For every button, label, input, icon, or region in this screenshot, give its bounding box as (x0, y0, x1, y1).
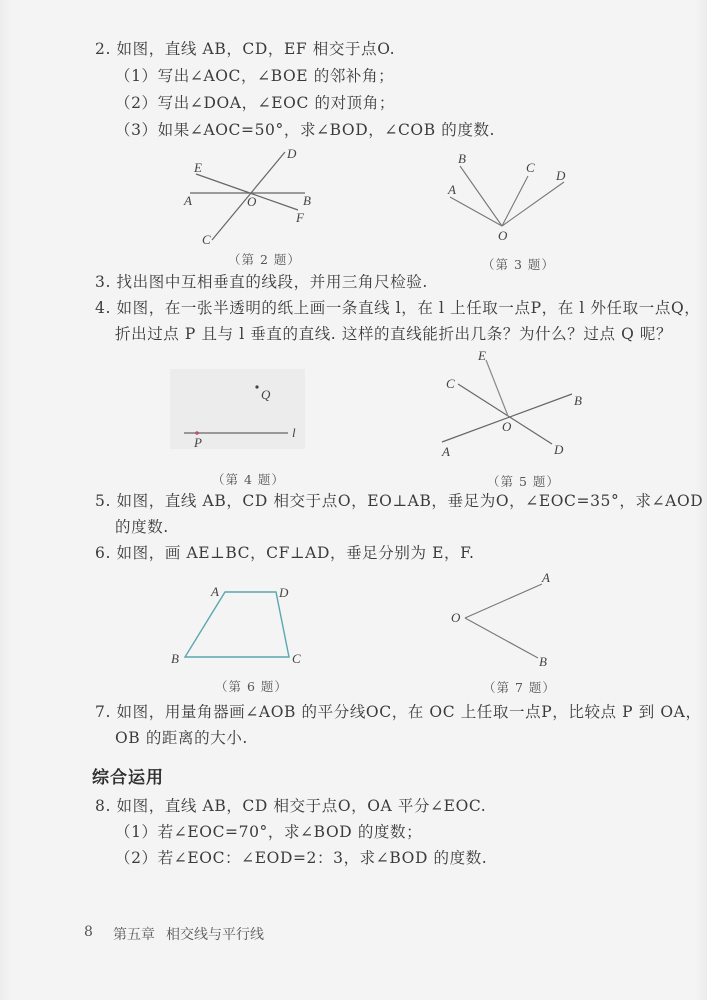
figure-7-caption: （第 7 题） (483, 680, 556, 695)
figure-4-caption: （第 4 题） (212, 472, 285, 487)
label-b: B (303, 193, 311, 208)
label-c: C (526, 160, 535, 175)
problem-2-sub1: （1）写出∠AOC，∠BOE 的邻补角； (115, 67, 395, 85)
label-e: E (478, 348, 486, 363)
label-o: O (247, 194, 257, 209)
label-c: C (202, 232, 211, 247)
ray-oa (450, 197, 502, 226)
figure-2-caption: （第 2 题） (228, 252, 301, 267)
chapter-title: 相交线与平行线 (166, 927, 264, 943)
label-d: D (554, 442, 564, 457)
figure-6-diagram (165, 580, 315, 670)
figure-7-diagram (445, 570, 575, 670)
label-q: Q (261, 387, 271, 402)
label-b: B (574, 393, 582, 408)
section-heading: 综合运用 (92, 768, 164, 788)
label-a: A (448, 182, 456, 197)
label-b: B (171, 651, 179, 666)
figure-6-caption: （第 6 题） (215, 679, 288, 694)
line-ab (442, 394, 572, 442)
problem-4-line2: 折出过点 P 且与 l 垂直的直线. 这样的直线能折出几条？为什么？过点 Q 呢？ (115, 325, 673, 343)
ray-oa (465, 584, 542, 618)
label-a: A (184, 193, 192, 208)
label-f: F (296, 210, 304, 225)
problem-3-stem: 3. 找出图中互相垂直的线段，并用三角尺检验. (95, 273, 428, 291)
label-a: A (211, 584, 219, 599)
problem-6-stem: 6. 如图，画 AE⊥BC，CF⊥AD，垂足分别为 E，F. (95, 544, 475, 562)
quadrilateral-abcd (185, 592, 289, 657)
label-e: E (194, 160, 202, 175)
label-d: D (287, 146, 297, 161)
problem-5-line1: 5. 如图，直线 AB，CD 相交于点O，EO⊥AB，垂足为O，∠EOC=35°，求∠AOD (95, 492, 704, 510)
label-a: A (442, 444, 450, 459)
problem-7-line1: 7. 如图，用量角器画∠AOB 的平分线OC，在 OC 上任取一点P，比较点 P 到 OA， (95, 703, 702, 721)
ray-ob (465, 618, 538, 658)
label-o: O (502, 419, 512, 434)
ray-oc (502, 176, 528, 226)
ray-od (502, 182, 564, 226)
label-o: O (451, 610, 461, 625)
label-c: C (446, 376, 455, 391)
figure-5-caption: （第 5 题） (487, 474, 560, 489)
point-q (255, 385, 258, 388)
problem-8-sub1: （1）若∠EOC=70°，求∠BOD 的度数； (115, 823, 423, 841)
label-d: D (279, 585, 289, 600)
figure-5-diagram (430, 350, 600, 460)
problem-8-stem: 8. 如图，直线 AB，CD 相交于点O，OA 平分∠EOC. (95, 797, 487, 815)
problem-7-line2: OB 的距离的大小. (115, 729, 248, 747)
problem-2-sub3: （3）如果∠AOC=50°，求∠BOD，∠COB 的度数. (115, 121, 496, 139)
problem-2-stem: 2. 如图，直线 AB，CD，EF 相交于点O. (95, 40, 396, 58)
label-c: C (292, 651, 301, 666)
label-b: B (458, 151, 466, 166)
problem-4-line1: 4. 如图，在一张半透明的纸上画一条直线 l，在 l 上任取一点P，在 l 外任取一点Q， (95, 299, 701, 317)
translucent-paper (170, 369, 305, 449)
ray-oe (486, 360, 508, 416)
figure-2-diagram (170, 140, 340, 250)
label-p: P (194, 435, 202, 450)
label-o: O (498, 228, 508, 243)
problem-8-sub2: （2）若∠EOC：∠EOD=2：3，求∠BOD 的度数. (115, 849, 488, 867)
figure-3-caption: （第 3 题） (482, 257, 555, 272)
figure-3-diagram (440, 150, 580, 250)
label-a: A (542, 570, 550, 585)
problem-5-line2: 的度数. (115, 518, 169, 536)
figure-4-diagram (170, 365, 310, 455)
line-cd (458, 384, 552, 444)
problem-2-sub2: （2）写出∠DOA，∠EOC 的对顶角； (115, 94, 395, 112)
chapter-label: 第五章 (113, 927, 155, 943)
label-b: B (539, 654, 547, 669)
page-number: 8 (84, 924, 93, 940)
ray-ob (460, 166, 502, 226)
label-d: D (556, 168, 566, 183)
label-l: l (292, 425, 296, 440)
